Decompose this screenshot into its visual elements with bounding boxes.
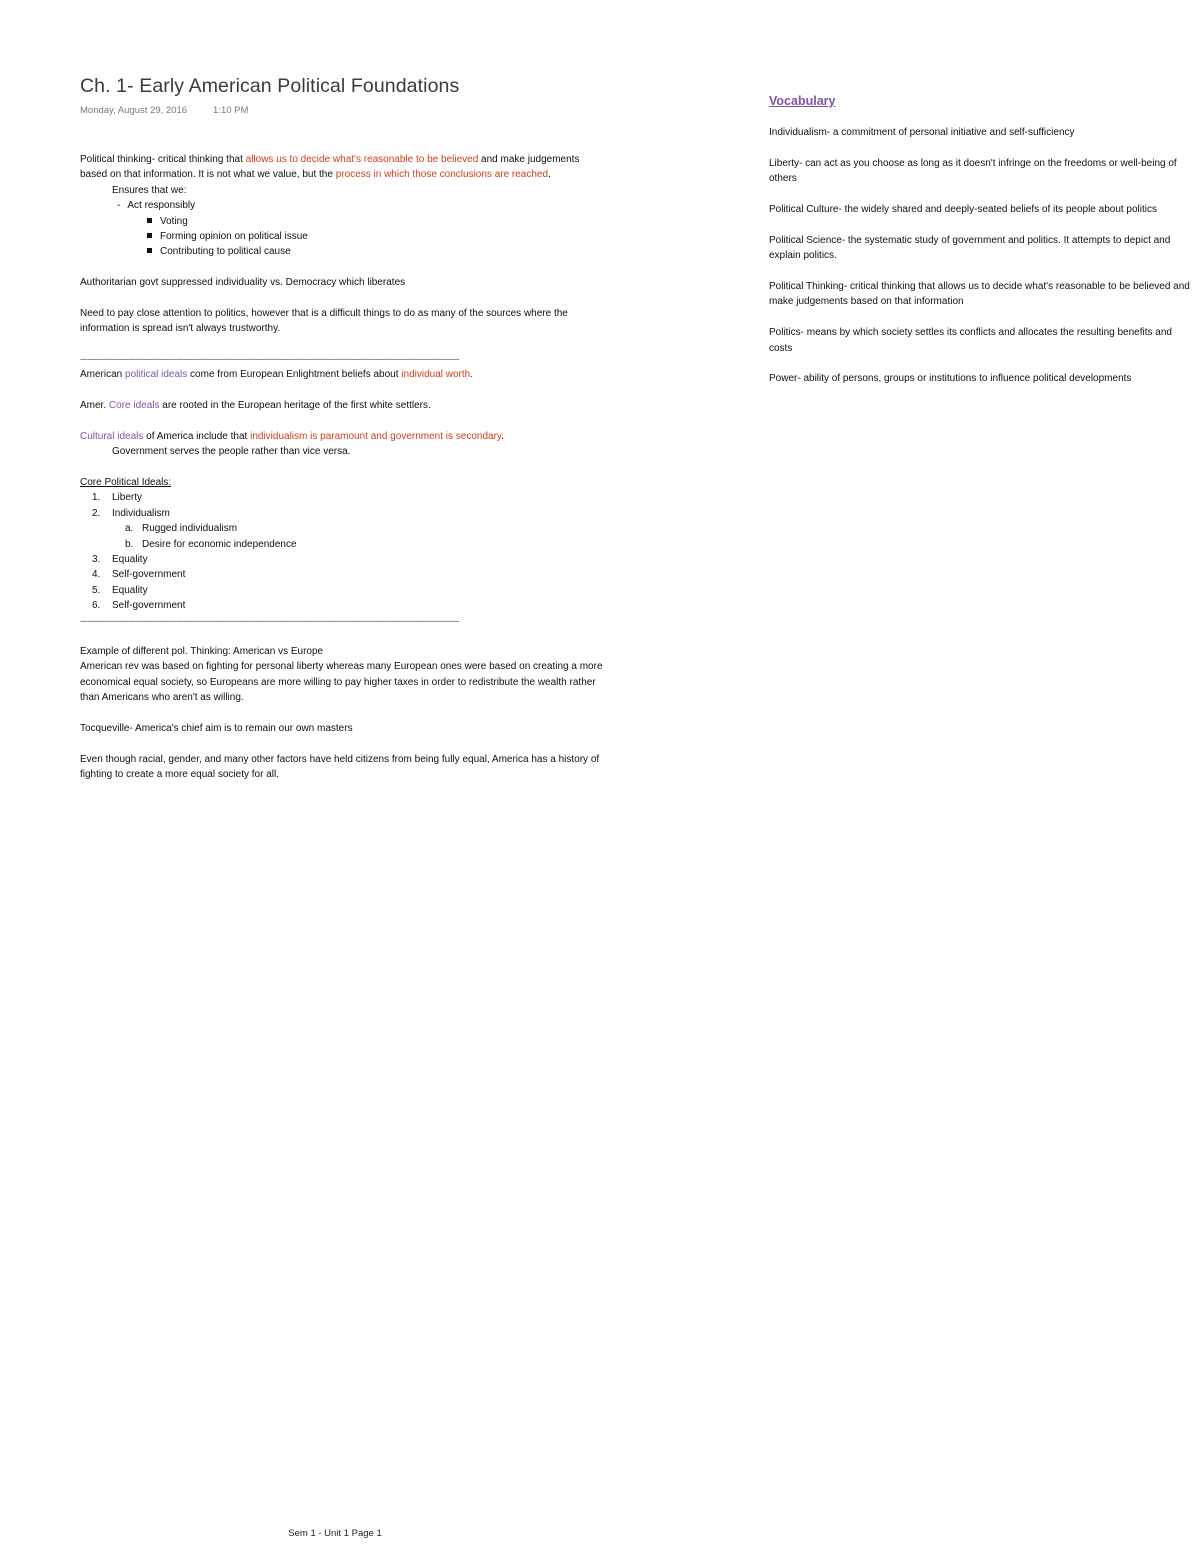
authoritarian-note: Authoritarian govt suppressed individuality vs. Democracy which liberates: [80, 277, 406, 289]
page-date: Monday, August 29, 2016: [80, 105, 188, 116]
bullet-square-icon: [147, 248, 152, 253]
highlight-red: individualism is paramount and government is secondary: [250, 430, 502, 442]
vocabulary-panel: [769, 93, 1194, 402]
list-item: 2. Individualism: [92, 507, 170, 519]
list-item: Voting: [80, 214, 605, 229]
political-ideals-note: American political ideals come from European Enlightment beliefs about individual worth.: [80, 369, 474, 381]
notes-body: [80, 152, 605, 783]
example-heading: Example of different pol. Thinking: American vs Europe: [80, 646, 324, 658]
vocab-item: Politics- means by which society settles its conflicts and allocates the resulting benefits and costs: [769, 327, 1172, 354]
equality-note: Even though racial, gender, and many other factors have held citizens from being fully equal, America has a history of fighting to create a more equal society for all.: [80, 753, 600, 781]
page-footer: Sem 1 - Unit 1 Page 1: [288, 1528, 382, 1539]
ensures-line: Ensures that we:: [112, 184, 187, 196]
vocab-item: Political Thinking- critical thinking that allows us to decide what's reasonable to be believed and make judgements based on that information: [769, 281, 1190, 308]
list-item: 4. Self-government: [92, 569, 186, 581]
list-item: 3. Equality: [92, 554, 148, 566]
core-ideals-note: Amer. Core ideals are rooted in the European heritage of the first white settlers.: [80, 400, 431, 412]
highlight-red: individual worth: [401, 369, 471, 381]
page-title: Ch. 1- Early American Political Foundations: [80, 75, 460, 97]
vocab-item: Political Science- the systematic study of government and politics. It attempts to depict and explain politics.: [769, 234, 1171, 262]
vocab-item: Power- ability of persons, groups or institutions to influence political developments: [769, 373, 1132, 385]
page-datetime: [80, 103, 248, 118]
list-item: 5. Equality: [92, 584, 148, 596]
list-item: a. Rugged individualism: [125, 523, 238, 535]
divider: --------------------------------------------------------------------------------------------------------------------------------------------------------------: [80, 615, 459, 626]
example-body: American rev was based on fighting for personal liberty whereas many European ones were based on creating a more economical equal society, so Europeans are more willing to pay higher taxes in order to redistribute the wealth rather than Americans who aren't as willing.: [80, 661, 603, 704]
vocabulary-title: Vocabulary: [769, 94, 836, 108]
cultural-ideals-note: Cultural ideals of America include that individualism is paramount and government is secondary.: [80, 430, 504, 442]
page-time: 1:10 PM: [213, 105, 249, 116]
attention-note: Need to pay close attention to politics, however that is a difficult things to do as many of the sources where the information is spread isn't always trustworthy.: [80, 308, 568, 335]
list-item: Forming opinion on political issue: [80, 229, 605, 244]
political-thinking-note: Political thinking- critical thinking that allows us to decide what's reasonable to be believed and make judgements based on that information. It is not what we value, but the process in which those conclusions are reached.: [80, 154, 580, 181]
cultural-ideals-sub: Government serves the people rather than vice versa.: [112, 446, 351, 458]
vocab-item: Liberty- can act as you choose as long as it doesn't infringe on the freedoms or well-being of others: [769, 157, 1177, 185]
tocqueville-note: Tocqueville- America's chief aim is to remain our own masters: [80, 723, 353, 735]
core-ideals-heading: Core Political Ideals:: [80, 477, 172, 489]
list-item: Contributing to political cause: [80, 244, 605, 259]
highlight-purple: Cultural ideals: [80, 430, 144, 442]
highlight-red: process in which those conclusions are reached: [335, 169, 549, 181]
highlight-purple: Core ideals: [108, 400, 160, 412]
list-item: 6. Self-government: [92, 600, 186, 612]
list-item: b. Desire for economic independence: [125, 538, 297, 550]
highlight-purple: political ideals: [125, 369, 188, 381]
list-item: 1. Liberty: [92, 492, 143, 504]
vocab-item: Individualism- a commitment of personal initiative and self-sufficiency: [769, 127, 1075, 138]
bullet-square-icon: [147, 233, 152, 238]
divider: --------------------------------------------------------------------------------------------------------------------------------------------------------------: [80, 354, 459, 365]
list-item: - Act responsibly: [80, 198, 605, 213]
vocab-item: Political Culture- the widely shared and deeply-seated beliefs of its people about politics: [769, 204, 1158, 215]
bullet-square-icon: [147, 218, 152, 223]
highlight-red: allows us to decide what's reasonable to be believed: [245, 154, 479, 165]
